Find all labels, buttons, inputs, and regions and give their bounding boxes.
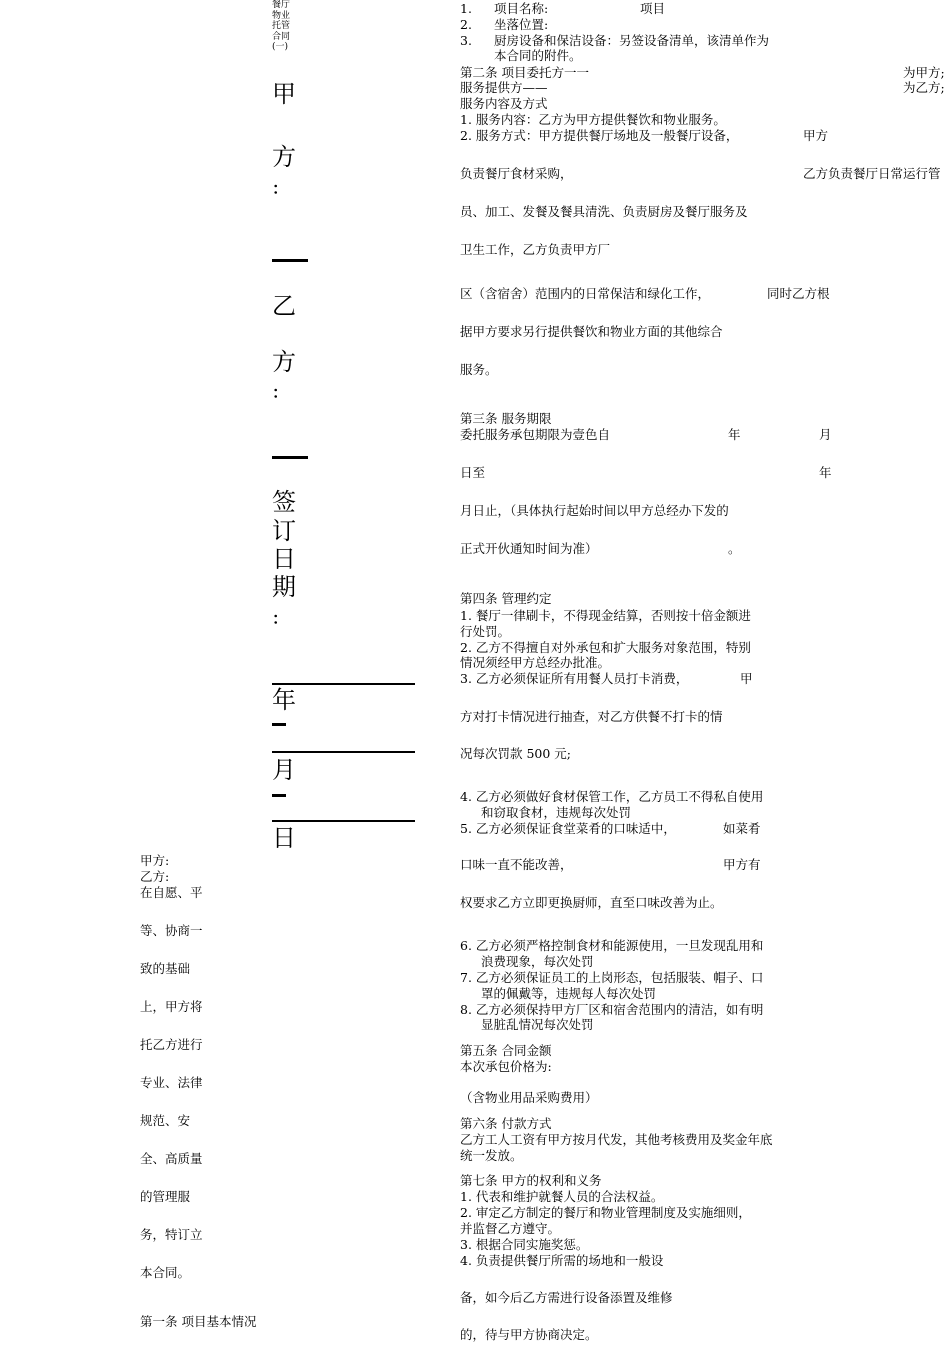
a6-heading: 第六条 付款方式 xyxy=(460,1116,552,1131)
a6-line1: 乙方工人工资有甲方按月代发，其他考核费用及奖金年底 xyxy=(460,1132,773,1147)
a2-line: 服务。 xyxy=(460,362,498,377)
a4-heading: 第四条 管理约定 xyxy=(460,591,552,606)
a1-num-3: 3. xyxy=(460,33,472,48)
a4-item8-cont: 显脏乱情况每次处罚 xyxy=(481,1017,594,1032)
a3-year2: 年 xyxy=(819,465,832,480)
a2-heading-right: 为甲方; xyxy=(903,65,945,80)
a1-item-2-label: 坐落位置: xyxy=(494,17,549,32)
a4-item8: 8. 乙方必须保持甲方厂区和宿舍范围内的清洁，如有明 xyxy=(460,1002,764,1017)
a2-line: 负责餐厅食材采购， xyxy=(460,166,573,181)
a5-line1: 本次承包价格为: xyxy=(460,1059,552,1074)
preamble-line: 致的基础 xyxy=(140,961,191,976)
a2-line-right: 同时乙方根 xyxy=(767,286,830,301)
a7-item4: 4. 负责提供餐厅所需的场地和一般设 xyxy=(460,1253,664,1268)
a4-item3-line2: 方对打卡情况进行抽查，对乙方供餐不打卡的情 xyxy=(460,709,723,724)
a2-provider: 服务提供方—— xyxy=(460,80,548,95)
a4-item5-line3: 权要求乙方立即更换厨师，直至口味改善为止。 xyxy=(460,895,723,910)
a1-item-1-value: 项目 xyxy=(640,1,666,16)
preamble-line: 托乙方进行 xyxy=(140,1037,203,1052)
party-b-colon: ： xyxy=(272,383,289,402)
party-b-underline xyxy=(272,456,308,459)
preamble-line: 上，甲方将 xyxy=(140,999,203,1014)
title-line: 餐厅 xyxy=(272,0,291,10)
sign-date-char-4: 期 xyxy=(272,573,296,601)
a3-heading: 第三条 服务期限 xyxy=(460,411,552,426)
title-line: (一) xyxy=(272,42,289,52)
a4-item4: 4. 乙方必须做好食材保管工作，乙方员工不得私自使用 xyxy=(460,789,764,804)
a2-line: 区（含宿舍）范围内的日常保洁和绿化工作， xyxy=(460,286,711,301)
a4-item3-tail: 甲 xyxy=(740,671,753,686)
sign-date-char-3: 日 xyxy=(272,545,296,573)
a7-item1: 1. 代表和维护就餐人员的合法权益。 xyxy=(460,1189,664,1204)
a2-line: 卫生工作，乙方负责甲方厂 xyxy=(460,242,611,257)
a2-line: 员、加工、发餐及餐具清洗、负责厨房及餐厅服务及 xyxy=(460,204,748,219)
preamble-line: 务，特订立 xyxy=(140,1227,203,1242)
day-label: 日 xyxy=(272,824,296,852)
a1-item-1-label: 项目名称: xyxy=(494,1,549,16)
party-a-underline xyxy=(272,259,308,262)
contract-title-small xyxy=(272,0,302,53)
a2-provider-right: 为乙方; xyxy=(903,80,945,95)
a4-item5-tail: 如菜肴 xyxy=(723,821,761,836)
a1-item-3-label: 厨房设备和保洁设备：另签设备清单，该清单作为 xyxy=(494,33,770,48)
a3-line2: 日至 xyxy=(460,465,486,480)
a4-item1-cont: 行处罚。 xyxy=(460,624,511,639)
a4-item3-line3: 况每次罚款 500 元; xyxy=(460,746,572,761)
title-line: 托管 xyxy=(272,21,291,31)
article1-heading: 第一条 项目基本情况 xyxy=(140,1314,257,1329)
preamble-line: 专业、法律 xyxy=(140,1075,203,1090)
a7-item4-line2: 备，如今后乙方需进行设备添置及维修 xyxy=(460,1290,673,1305)
month-label: 月 xyxy=(272,756,296,784)
a3-line1: 委托服务承包期限为壹色自 xyxy=(460,427,611,442)
sign-date-char-2: 订 xyxy=(272,517,296,545)
a3-period: 。 xyxy=(728,541,741,556)
a4-item6-cont: 浪费现象，每次处罚 xyxy=(481,954,594,969)
year-dash xyxy=(272,723,286,726)
a3-line4: 正式开伙通知时间为准） xyxy=(460,541,598,556)
a2-heading: 第二条 项目委托方一一 xyxy=(460,65,589,80)
a2-item2: 2. 服务方式：甲方提供餐厅场地及一般餐厅设备， xyxy=(460,128,739,143)
a5-heading: 第五条 合同金额 xyxy=(460,1043,552,1058)
a3-month: 月 xyxy=(819,427,832,442)
a2-item1: 1. 服务内容：乙方为甲方提供餐饮和物业服务。 xyxy=(460,112,726,127)
title-line: 合同 xyxy=(272,31,291,42)
year-label: 年 xyxy=(272,686,296,714)
party-b-char-1: 乙 xyxy=(272,292,296,320)
a4-item5-line2: 口味一直不能改善， xyxy=(460,857,573,872)
a4-item2: 2. 乙方不得擅自对外承包和扩大服务对象范围，特别 xyxy=(460,640,751,655)
a4-item1: 1. 餐厅一律刷卡，不得现金结算，否则按十倍金额进 xyxy=(460,608,751,623)
a1-num-1: 1. xyxy=(460,1,472,16)
preamble-line: 等、协商一 xyxy=(140,923,203,938)
a7-item2-cont: 并监督乙方遵守。 xyxy=(460,1221,561,1236)
a2-line-right: 乙方负责餐厅日常运行管 xyxy=(803,166,941,181)
a7-item3: 3. 根据合同实施奖惩。 xyxy=(460,1237,589,1252)
a4-item5: 5. 乙方必须保证食堂菜肴的口味适中， xyxy=(460,821,676,836)
a4-item6: 6. 乙方必须严格控制食材和能源使用，一旦发现乱用和 xyxy=(460,938,764,953)
a2-sub-heading: 服务内容及方式 xyxy=(460,96,548,111)
a4-item4-cont: 和窃取食材，违规每次处罚 xyxy=(481,805,632,820)
preamble-line: 本合同。 xyxy=(140,1265,191,1280)
month-dash xyxy=(272,794,286,797)
a4-item2-cont: 情况须经甲方总经办批准。 xyxy=(460,655,611,670)
year-line xyxy=(272,683,415,685)
a1-item-3-cont: 本合同的附件。 xyxy=(494,48,582,63)
preamble-line: 的管理服 xyxy=(140,1189,191,1204)
sign-date-colon: ： xyxy=(272,609,289,628)
left-party-b: 乙方: xyxy=(140,869,170,884)
a7-item4-line3: 的，待与甲方协商决定。 xyxy=(460,1327,598,1342)
a2-line: 据甲方要求另行提供餐饮和物业方面的其他综合 xyxy=(460,324,723,339)
a6-line2: 统一发放。 xyxy=(460,1148,523,1163)
a7-heading: 第七条 甲方的权利和义务 xyxy=(460,1173,602,1188)
a3-year: 年 xyxy=(728,427,741,442)
party-a-colon: ： xyxy=(272,179,289,198)
sign-date-char-1: 签 xyxy=(272,488,296,516)
day-line xyxy=(272,820,415,822)
party-a-char-2: 方 xyxy=(272,143,296,171)
left-party-a: 甲方: xyxy=(140,853,170,868)
title-line: 物业 xyxy=(272,10,291,21)
preamble-line: 规范、安 xyxy=(140,1113,191,1128)
month-line xyxy=(272,751,415,753)
a4-item7: 7. 乙方必须保证员工的上岗形态，包括服装、帽子、口 xyxy=(460,970,764,985)
a4-item7-cont: 罩的佩戴等，违规每人每次处罚 xyxy=(481,986,657,1001)
preamble-line: 在自愿、平 xyxy=(140,885,203,900)
party-b-char-2: 方 xyxy=(272,348,296,376)
a2-item2-tail: 甲方 xyxy=(803,128,829,143)
party-a-char-1: 甲 xyxy=(272,80,296,108)
a4-item3: 3. 乙方必须保证所有用餐人员打卡消费， xyxy=(460,671,689,686)
a4-item5-line2-right: 甲方有 xyxy=(723,857,761,872)
a5-line2: （含物业用品采购费用） xyxy=(460,1090,598,1105)
preamble-line: 全、高质量 xyxy=(140,1151,203,1166)
a7-item2: 2. 审定乙方制定的餐厅和物业管理制度及实施细则， xyxy=(460,1205,751,1220)
a1-num-2: 2. xyxy=(460,17,472,32)
a3-line3: 月日止，（具体执行起始时间以甲方总经办下发的 xyxy=(460,503,729,518)
